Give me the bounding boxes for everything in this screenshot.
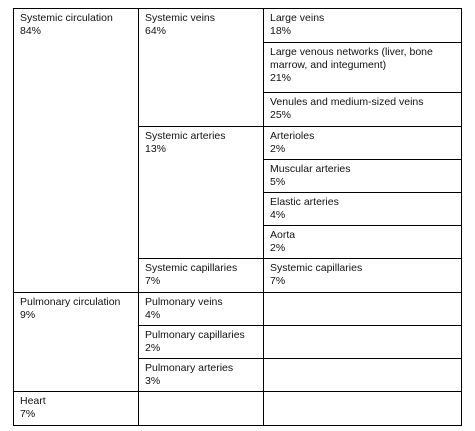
cell-label: Aorta: [270, 229, 296, 241]
blood-distribution-table: [13, 8, 462, 426]
cell-label: Systemic circulation: [20, 12, 113, 24]
cell-label: Systemic veins: [145, 12, 216, 24]
cell-percent: 2%: [270, 242, 286, 254]
cell-label: Systemic arteries: [145, 130, 226, 142]
cell-pulmonary-arteries: [139, 359, 264, 392]
cell-percent: 4%: [270, 209, 286, 221]
cell-label: Pulmonary veins: [145, 296, 223, 308]
cell-empty: [264, 326, 462, 359]
cell-label: Pulmonary arteries: [145, 362, 234, 374]
cell-percent: 64%: [145, 25, 167, 37]
cell-label: Muscular arteries: [270, 163, 351, 175]
cell-percent: 7%: [270, 275, 286, 287]
cell-label: Systemic capillaries: [145, 262, 238, 274]
cell-percent: 4%: [145, 309, 161, 321]
cell-label: Pulmonary capillaries: [145, 329, 245, 341]
cell-heart: [14, 392, 139, 426]
cell-percent: 2%: [270, 143, 286, 155]
cell-percent: 9%: [20, 309, 36, 321]
cell-aorta: [264, 226, 462, 259]
cell-empty: [264, 392, 462, 426]
cell-label: Heart: [20, 395, 46, 407]
cell-percent: 7%: [20, 408, 36, 420]
cell-percent: 18%: [270, 25, 292, 37]
cell-percent: 5%: [270, 176, 286, 188]
cell-label: Pulmonary circulation: [20, 296, 121, 308]
cell-empty: [139, 392, 264, 426]
cell-percent: 25%: [270, 109, 292, 121]
cell-label: Large veins: [270, 12, 325, 24]
cell-large-veins: [264, 9, 462, 43]
cell-label: Venules and medium-sized veins: [270, 96, 424, 108]
cell-arterioles: [264, 127, 462, 160]
cell-percent: 13%: [145, 143, 167, 155]
cell-systemic-capillaries-detail: [264, 259, 462, 293]
cell-systemic-circulation: [14, 9, 139, 293]
cell-venules: [264, 93, 462, 127]
cell-empty: [264, 293, 462, 326]
cell-muscular-arteries: [264, 160, 462, 193]
cell-systemic-arteries: [139, 127, 264, 259]
cell-percent: 84%: [20, 25, 42, 37]
table-row: [14, 293, 462, 326]
cell-label: Arterioles: [270, 130, 315, 142]
cell-elastic-arteries: [264, 193, 462, 226]
cell-percent: 7%: [145, 275, 161, 287]
cell-pulmonary-capillaries: [139, 326, 264, 359]
cell-systemic-capillaries: [139, 259, 264, 293]
cell-percent: 3%: [145, 375, 161, 387]
table-row: [14, 392, 462, 426]
cell-percent: 21%: [270, 72, 292, 84]
cell-pulmonary-circulation: [14, 293, 139, 392]
cell-pulmonary-veins: [139, 293, 264, 326]
cell-label: Elastic arteries: [270, 196, 339, 208]
cell-large-venous-networks: [264, 43, 462, 93]
cell-label: Systemic capillaries: [270, 262, 363, 274]
table-row: [14, 9, 462, 43]
cell-label: Large venous networks (liver, bone marrow, and integument): [270, 46, 433, 71]
cell-systemic-veins: [139, 9, 264, 127]
cell-empty: [264, 359, 462, 392]
cell-percent: 2%: [145, 342, 161, 354]
